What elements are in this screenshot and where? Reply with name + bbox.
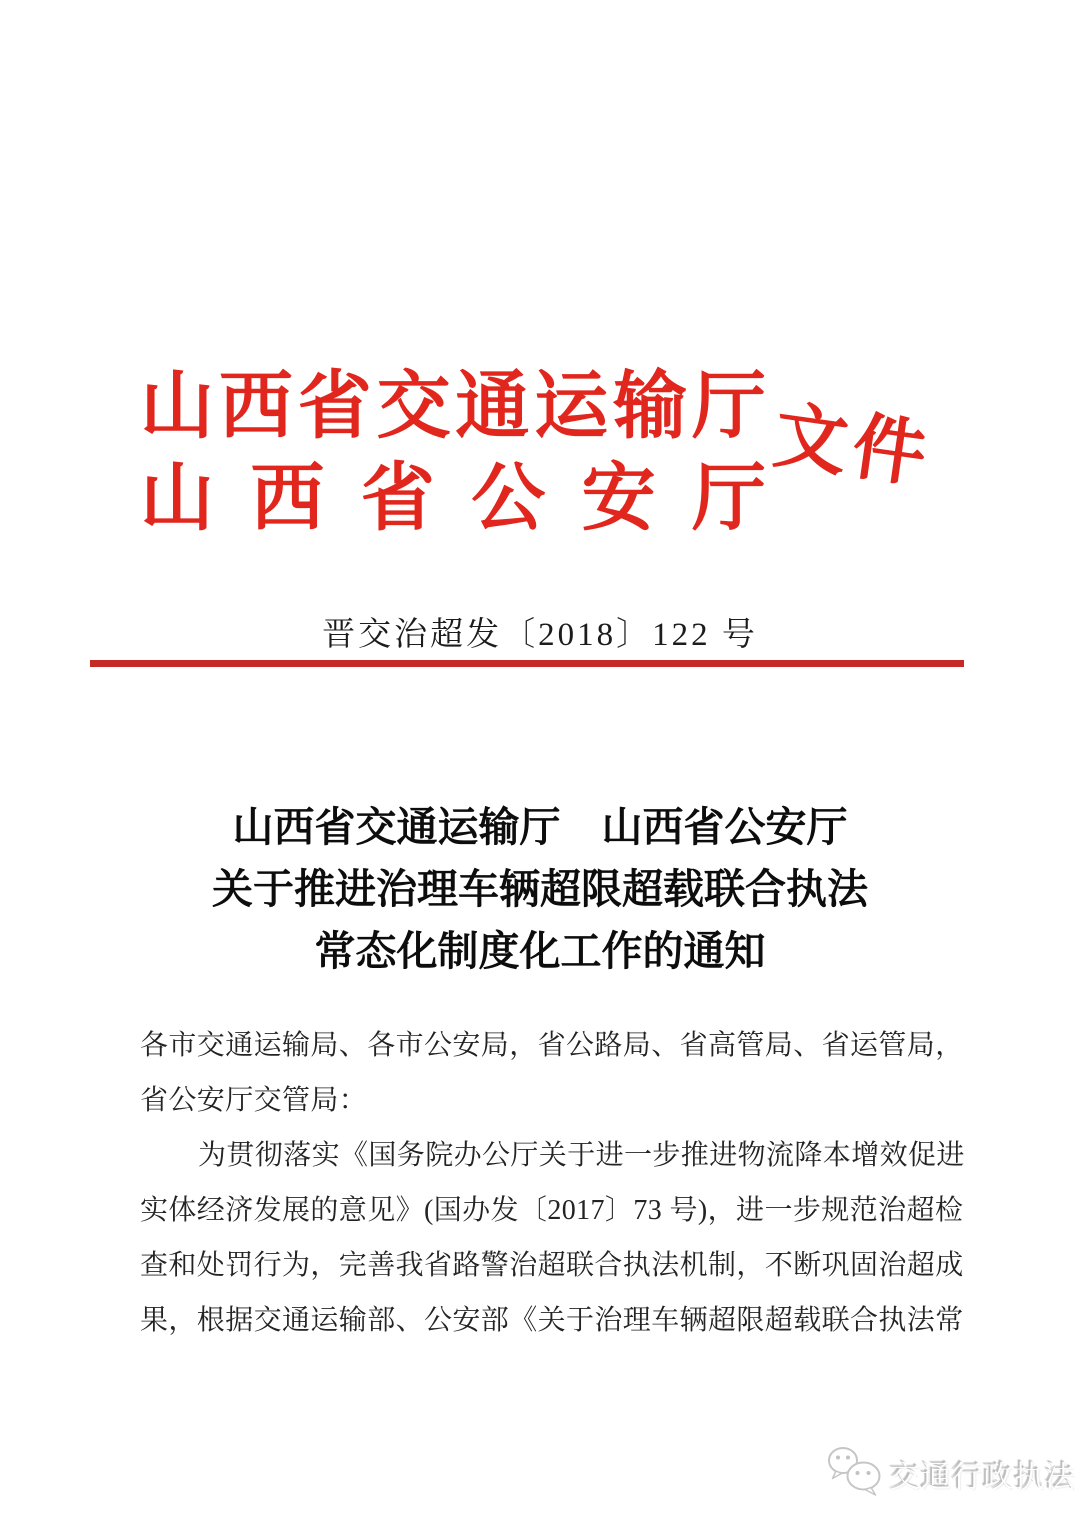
paragraph-line: 为贯彻落实《国务院办公厅关于进一步推进物流降本增效促进 bbox=[198, 1140, 965, 1171]
paragraph-line: 实体经济发展的意见》(国办发〔2017〕73 号)，进一步规范治超检 bbox=[140, 1195, 964, 1226]
salutation-line: 省公安厅交管局： bbox=[140, 1085, 368, 1116]
wechat-icon bbox=[826, 1445, 884, 1504]
red-divider-line bbox=[90, 660, 964, 667]
title-line-3: 常态化制度化工作的通知 bbox=[314, 928, 766, 974]
paragraph-line: 果，根据交通运输部、公安部《关于治理车辆超限超载联合执法常 bbox=[140, 1305, 964, 1336]
document-body bbox=[140, 1018, 972, 1348]
letterhead bbox=[140, 368, 766, 538]
watermark-label: 交通行政执法 bbox=[890, 1461, 1076, 1494]
wechat-watermark bbox=[826, 1444, 1076, 1504]
salutation-line: 各市交通运输局、各市公安局，省公路局、省高管局、省运管局， bbox=[140, 1030, 964, 1061]
paragraph-line: 查和处罚行为，完善我省路警治超联合执法机制，不断巩固治超成 bbox=[140, 1250, 964, 1281]
title-line-2: 关于推进治理车辆超限超载联合执法 bbox=[212, 866, 868, 912]
agency-name-line1: 山西省交通运输厅 bbox=[140, 366, 766, 448]
title-line-1: 山西省交通运输厅 山西省公安厅 bbox=[232, 804, 848, 850]
doc-number: 晋交治超发〔2018〕122 号 bbox=[322, 617, 758, 653]
document-title bbox=[0, 796, 1080, 982]
doc-type-label: 文件 bbox=[769, 395, 937, 498]
agency-name-line2: 山西省公安厅 bbox=[140, 458, 766, 540]
